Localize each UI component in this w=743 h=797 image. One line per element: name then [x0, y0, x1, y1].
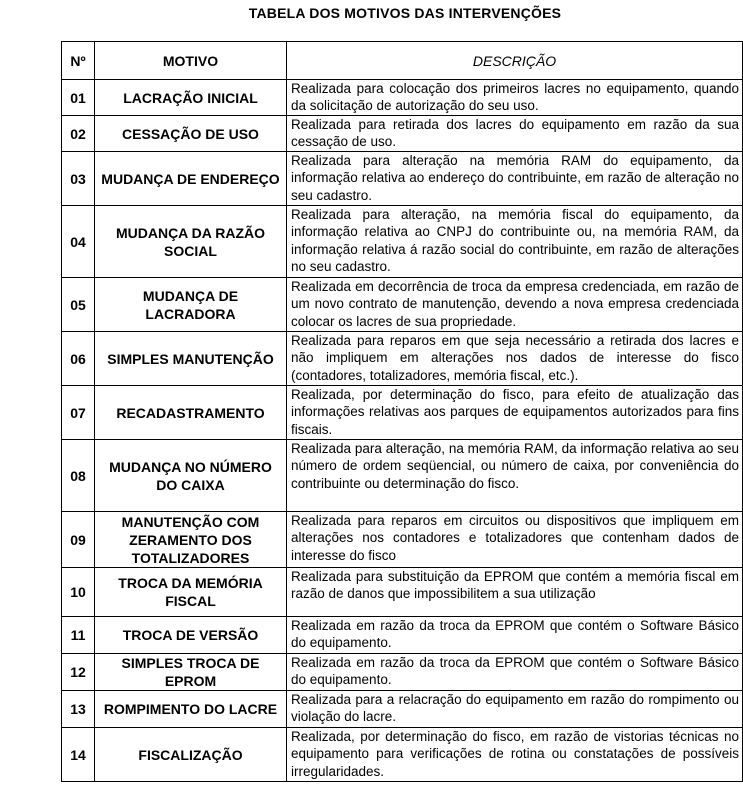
row-number: 03	[62, 152, 95, 206]
row-motivo: MUDANÇA DE ENDEREÇO	[95, 152, 287, 206]
row-number: 08	[62, 440, 95, 512]
row-motivo: MUDANÇA NO NÚMERO DO CAIXA	[95, 440, 287, 512]
table-header-row	[62, 42, 743, 80]
row-descricao: Realizada para reparos em circuitos ou dispositivos que impliquem em alterações nos contadores e totalizadores que contenham dados de interesse do fisco	[287, 512, 743, 568]
table-row	[62, 728, 743, 782]
table-row	[62, 206, 743, 278]
table-row	[62, 440, 743, 512]
row-number: 05	[62, 278, 95, 332]
row-number: 02	[62, 116, 95, 152]
row-motivo: MUDANÇA DA RAZÃO SOCIAL	[95, 206, 287, 278]
table-row	[62, 654, 743, 691]
row-descricao: Realizada para alteração na memória RAM do equipamento, da informação relativa ao endereço do contribuinte, em razão de alteração no seu cadastro.	[287, 152, 743, 206]
row-descricao: Realizada em decorrência de troca da empresa credenciada, em razão de um novo contrato de manutenção, devendo a nova empresa credenciada colocar os lacres de sua propriedade.	[287, 278, 743, 332]
table-row	[62, 617, 743, 654]
row-descricao: Realizada para alteração, na memória RAM, da informação relativa ao seu número de ordem seqüencial, ou número de caixa, por conveniência do contribuinte ou determinação do fisco.	[287, 440, 743, 512]
row-number: 07	[62, 386, 95, 440]
row-descricao: Realizada, por determinação do fisco, para efeito de atualização das informações relativas aos parques de equipamentos autorizados para fins fiscais.	[287, 386, 743, 440]
header-descricao: DESCRIÇÃO	[287, 42, 743, 80]
row-number: 04	[62, 206, 95, 278]
table-row	[62, 691, 743, 728]
row-motivo: TROCA DA MEMÓRIA FISCAL	[95, 568, 287, 617]
row-motivo: MUDANÇA DE LACRADORA	[95, 278, 287, 332]
row-motivo: FISCALIZAÇÃO	[95, 728, 287, 782]
row-descricao: Realizada para reparos em que seja necessário a retirada dos lacres e não impliquem em alterações nos dados de interesse do fisco (contadores, totalizadores, memória fiscal, etc.).	[287, 332, 743, 386]
row-motivo: MANUTENÇÃO COM ZERAMENTO DOS TOTALIZADORES	[95, 512, 287, 568]
row-descricao: Realizada em razão da troca da EPROM que contém o Software Básico do equipamento.	[287, 654, 743, 691]
row-motivo: SIMPLES TROCA DE EPROM	[95, 654, 287, 691]
interventions-table	[61, 41, 743, 782]
row-number: 09	[62, 512, 95, 568]
row-motivo: LACRAÇÃO INICIAL	[95, 80, 287, 116]
table-row	[62, 386, 743, 440]
row-descricao: Realizada para substituição da EPROM que contém a memória fiscal em razão de danos que impossibilitem a sua utilização	[287, 568, 743, 617]
row-descricao: Realizada, por determinação do fisco, em razão de vistorias técnicas no equipamento para verificações de rotina ou constatações de possíveis irregularidades.	[287, 728, 743, 782]
table-row	[62, 80, 743, 116]
row-motivo: CESSAÇÃO DE USO	[95, 116, 287, 152]
table-title: TABELA DOS MOTIVOS DAS INTERVENÇÕES	[248, 5, 562, 21]
row-descricao: Realizada em razão da troca da EPROM que contém o Software Básico do equipamento.	[287, 617, 743, 654]
row-descricao: Realizada para retirada dos lacres do equipamento em razão da sua cessação de uso.	[287, 116, 743, 152]
row-number: 13	[62, 691, 95, 728]
table-row	[62, 568, 743, 617]
table-row	[62, 152, 743, 206]
header-motivo: MOTIVO	[95, 42, 287, 80]
row-number: 14	[62, 728, 95, 782]
row-number: 01	[62, 80, 95, 116]
row-number: 10	[62, 568, 95, 617]
header-number: Nº	[62, 42, 95, 80]
row-number: 12	[62, 654, 95, 691]
row-descricao: Realizada para alteração, na memória fiscal do equipamento, da informação relativa ao CNPJ do contribuinte ou, na memória RAM, da informação relativa á razão social do contribuinte, em razão de alterações no seu cadastro.	[287, 206, 743, 278]
row-motivo: ROMPIMENTO DO LACRE	[95, 691, 287, 728]
row-descricao: Realizada para a relacração do equipamento em razão do rompimento ou violação do lacre.	[287, 691, 743, 728]
row-motivo: RECADASTRAMENTO	[95, 386, 287, 440]
row-number: 06	[62, 332, 95, 386]
row-motivo: TROCA DE VERSÃO	[95, 617, 287, 654]
row-motivo: SIMPLES MANUTENÇÃO	[95, 332, 287, 386]
table-row	[62, 116, 743, 152]
table-row	[62, 332, 743, 386]
table-row	[62, 512, 743, 568]
row-descricao: Realizada para colocação dos primeiros lacres no equipamento, quando da solicitação de autorização do seu uso.	[287, 80, 743, 116]
row-number: 11	[62, 617, 95, 654]
table-row	[62, 278, 743, 332]
